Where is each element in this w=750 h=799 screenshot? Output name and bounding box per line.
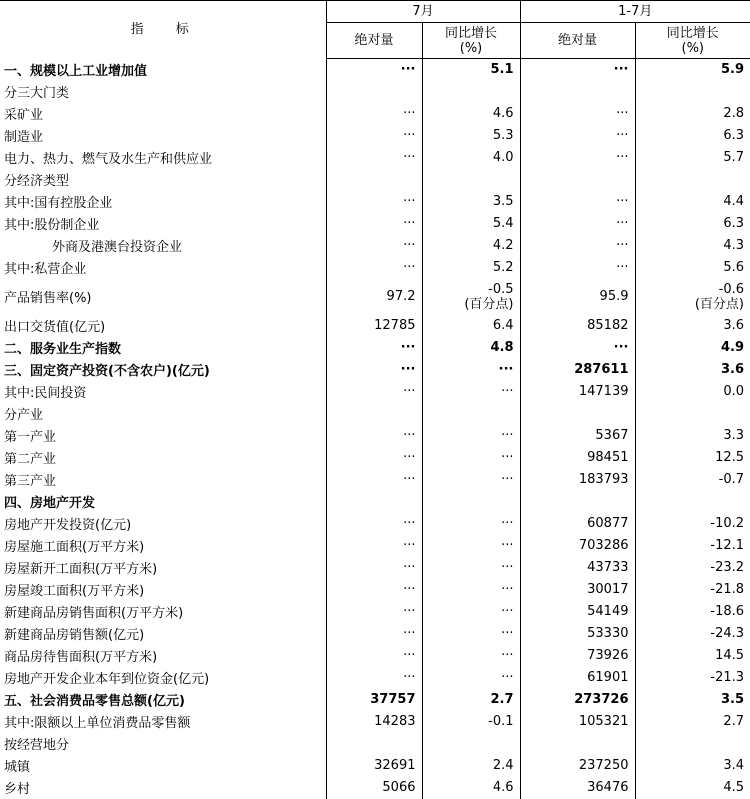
ytd-abs-value: 43733	[520, 557, 635, 579]
ytd-yoy-value: 0.0	[723, 384, 745, 399]
table-row	[0, 535, 750, 557]
ytd-yoy-value	[635, 169, 750, 191]
month-yoy-value: ···	[422, 645, 520, 667]
month-yoy-value: ···	[422, 557, 520, 579]
ytd-yoy-value: 4.3	[723, 238, 745, 253]
month-yoy-value: ···	[422, 469, 520, 491]
table-row	[0, 447, 750, 469]
month-yoy-value: ···	[422, 623, 520, 645]
ytd-yoy-value: 3.6	[723, 318, 745, 333]
table-row	[0, 235, 750, 257]
month-yoy-value	[422, 279, 520, 315]
month-abs-value: 32691	[326, 755, 422, 777]
month-abs-value: 37757	[326, 689, 422, 711]
ytd-yoy-value: 2.7	[723, 714, 745, 729]
month-abs-value: ···	[326, 235, 422, 257]
month-abs-value: ···	[326, 447, 422, 469]
month-yoy-value	[422, 733, 520, 755]
indicator-name: 商品房待售面积(万平方米)	[0, 645, 326, 667]
month-abs-value: ···	[326, 667, 422, 689]
ytd-yoy-value: 4.4	[723, 194, 745, 209]
month-yoy-value: 4.6	[422, 103, 520, 125]
table-row	[0, 59, 750, 81]
indicator-name: 分三大门类	[0, 81, 326, 103]
month-abs-value: ···	[326, 469, 422, 491]
indicator-name: 城镇	[0, 755, 326, 777]
month-abs-value: ···	[326, 579, 422, 601]
indicator-name: 其中:限额以上单位消费品零售额	[0, 711, 326, 733]
indicator-name: 房地产开发企业本年到位资金(亿元)	[0, 667, 326, 689]
ytd-yoy-value: -21.3	[710, 670, 745, 685]
table-row	[0, 557, 750, 579]
indicator-name: 乡村	[0, 777, 326, 799]
indicator-name: 出口交货值(亿元)	[0, 315, 326, 337]
ytd-yoy-value: 2.8	[723, 106, 745, 121]
indicator-name: 第三产业	[0, 469, 326, 491]
ytd-abs-value: 237250	[520, 755, 635, 777]
ytd-yoy-value: 5.9	[720, 62, 745, 78]
table-row	[0, 689, 750, 711]
ytd-abs-value: ···	[520, 59, 635, 81]
month-abs-value: ···	[326, 557, 422, 579]
indicator-name: 第一产业	[0, 425, 326, 447]
indicator-name: 其中:股份制企业	[0, 213, 326, 235]
ytd-yoy-value: 4.5	[723, 780, 745, 795]
ytd-yoy-value	[635, 81, 750, 103]
month-yoy-value-main: -0.5	[488, 281, 514, 297]
ytd-abs-value: 30017	[520, 579, 635, 601]
table-row	[0, 315, 750, 337]
month-yoy-value: ···	[422, 381, 520, 403]
month-yoy-value: -0.1	[422, 711, 520, 733]
indicator-name: 采矿业	[0, 103, 326, 125]
ytd-yoy-value: -24.3	[710, 626, 745, 641]
month-yoy-value: ···	[422, 667, 520, 689]
ytd-yoy-value: 5.7	[723, 150, 745, 165]
table-row	[0, 425, 750, 447]
month-yoy-value: 4.2	[422, 235, 520, 257]
month-yoy-value	[422, 81, 520, 103]
table-row	[0, 257, 750, 279]
ytd-abs-value: 98451	[520, 447, 635, 469]
indicator-name: 三、固定资产投资(不含农户)(亿元)	[0, 359, 326, 381]
ytd-abs-value: 73926	[520, 645, 635, 667]
month-abs-value: ···	[326, 425, 422, 447]
ytd-yoy-value: 3.6	[720, 362, 745, 377]
month-yoy-value: 2.7	[422, 689, 520, 711]
ytd-abs-value: ···	[520, 213, 635, 235]
indicator-name: 五、社会消费品零售总额(亿元)	[0, 689, 326, 711]
month-yoy-value: 2.4	[422, 755, 520, 777]
ytd-abs-header: 绝对量	[520, 23, 635, 59]
table-row	[0, 403, 750, 425]
table-header	[0, 1, 750, 59]
table-row	[0, 147, 750, 169]
ytd-abs-value: 36476	[520, 777, 635, 799]
month-yoy-value: ···	[422, 359, 520, 381]
ytd-yoy-value: 14.5	[715, 648, 745, 663]
month-abs-value: ···	[326, 623, 422, 645]
ytd-abs-value: 147139	[520, 381, 635, 403]
table-row	[0, 337, 750, 359]
month-abs-value: ···	[326, 147, 422, 169]
ytd-abs-value: 61901	[520, 667, 635, 689]
month-yoy-value: 3.5	[422, 191, 520, 213]
month-yoy-value: ···	[422, 601, 520, 623]
ytd-yoy-value: 4.9	[720, 340, 745, 355]
indicator-header: 指 标	[0, 1, 326, 59]
ytd-yoy-value	[635, 403, 750, 425]
ytd-yoy-value: 12.5	[715, 450, 745, 465]
month-yoy-value: 5.3	[422, 125, 520, 147]
ytd-abs-value	[520, 403, 635, 425]
month-yoy-value: ···	[422, 535, 520, 557]
ytd-yoy-value	[635, 733, 750, 755]
ytd-yoy-value: -21.8	[710, 582, 745, 597]
ytd-abs-value: ···	[520, 235, 635, 257]
ytd-abs-value: 105321	[520, 711, 635, 733]
ytd-abs-value: ···	[520, 191, 635, 213]
indicator-name: 房屋新开工面积(万平方米)	[0, 557, 326, 579]
ytd-yoy-value: 3.4	[723, 758, 745, 773]
ytd-abs-value: 273726	[520, 689, 635, 711]
month-abs-value: ···	[326, 103, 422, 125]
month-abs-value: ···	[326, 513, 422, 535]
ytd-group-header: 1-7月	[520, 1, 750, 23]
table-row	[0, 213, 750, 235]
indicator-name: 电力、热力、燃气及水生产和供应业	[0, 147, 326, 169]
table-row	[0, 777, 750, 799]
month-yoy-value: 4.8	[422, 337, 520, 359]
ytd-abs-value	[520, 491, 635, 513]
table-row	[0, 125, 750, 147]
month-abs-value: 12785	[326, 315, 422, 337]
ytd-abs-value: ···	[520, 147, 635, 169]
ytd-yoy-value: 6.3	[723, 216, 745, 231]
indicator-name: 其中:国有控股企业	[0, 191, 326, 213]
table-row	[0, 381, 750, 403]
table-row	[0, 733, 750, 755]
table-row	[0, 103, 750, 125]
ytd-yoy-value: -23.2	[710, 560, 745, 575]
indicator-name: 四、房地产开发	[0, 491, 326, 513]
yoy-label: 同比增长	[666, 25, 719, 41]
month-yoy-value: 4.6	[422, 777, 520, 799]
ytd-yoy-value: -12.1	[710, 538, 745, 553]
indicator-name: 新建商品房销售面积(万平方米)	[0, 601, 326, 623]
month-abs-value	[326, 403, 422, 425]
ytd-yoy-value: -18.6	[710, 604, 745, 619]
ytd-yoy-value-main: -0.6	[718, 281, 745, 297]
table-row	[0, 279, 750, 315]
indicator-name: 制造业	[0, 125, 326, 147]
month-yoy-value	[422, 169, 520, 191]
yoy-label: 同比增长	[444, 25, 497, 41]
month-abs-value	[326, 491, 422, 513]
table-row	[0, 579, 750, 601]
month-abs-value: ···	[326, 645, 422, 667]
ytd-abs-value: 53330	[520, 623, 635, 645]
month-yoy-value-note: (百分点)	[464, 296, 514, 312]
yoy-unit: (%)	[681, 40, 704, 56]
month-abs-value: ···	[326, 601, 422, 623]
yoy-unit: (%)	[459, 40, 483, 56]
ytd-abs-value: 85182	[520, 315, 635, 337]
month-yoy-value: 5.2	[422, 257, 520, 279]
month-group-header: 7月	[326, 1, 520, 23]
month-abs-value	[326, 81, 422, 103]
month-abs-value: ···	[326, 337, 422, 359]
ytd-yoy-value-note: (百分点)	[694, 296, 745, 312]
ytd-yoy-header	[635, 23, 750, 59]
month-yoy-value: ···	[422, 513, 520, 535]
indicator-name: 一、规模以上工业增加值	[0, 59, 326, 81]
table-row	[0, 755, 750, 777]
ytd-abs-value: 183793	[520, 469, 635, 491]
ytd-abs-value	[520, 733, 635, 755]
ytd-abs-value	[520, 169, 635, 191]
month-abs-value: 14283	[326, 711, 422, 733]
month-yoy-value: ···	[422, 579, 520, 601]
month-abs-value: ···	[326, 381, 422, 403]
indicator-name: 新建商品房销售额(亿元)	[0, 623, 326, 645]
ytd-abs-value: 54149	[520, 601, 635, 623]
table-row	[0, 491, 750, 513]
ytd-yoy-value	[635, 491, 750, 513]
table-row	[0, 711, 750, 733]
ytd-abs-value: ···	[520, 257, 635, 279]
ytd-yoy-value	[635, 279, 750, 315]
month-abs-value: ···	[326, 213, 422, 235]
ytd-abs-value: 703286	[520, 535, 635, 557]
month-abs-value: ···	[326, 59, 422, 81]
ytd-abs-value: 95.9	[520, 279, 635, 315]
indicator-name: 第二产业	[0, 447, 326, 469]
ytd-yoy-value: 5.6	[723, 260, 745, 275]
month-yoy-value: 6.4	[422, 315, 520, 337]
ytd-yoy-value: 6.3	[723, 128, 745, 143]
month-yoy-header	[422, 23, 520, 59]
table-row	[0, 513, 750, 535]
indicator-name: 分产业	[0, 403, 326, 425]
ytd-yoy-value: 3.5	[720, 692, 745, 707]
indicator-name: 房屋施工面积(万平方米)	[0, 535, 326, 557]
indicator-name: 房地产开发投资(亿元)	[0, 513, 326, 535]
month-yoy-value: 5.4	[422, 213, 520, 235]
month-abs-value: 5066	[326, 777, 422, 799]
ytd-abs-value: 5367	[520, 425, 635, 447]
month-abs-value	[326, 733, 422, 755]
month-abs-value: ···	[326, 535, 422, 557]
ytd-abs-value	[520, 81, 635, 103]
table-body	[0, 59, 750, 799]
month-yoy-value	[422, 403, 520, 425]
table-row	[0, 359, 750, 381]
ytd-yoy-value: -0.7	[718, 472, 745, 487]
table-row	[0, 623, 750, 645]
table-row	[0, 81, 750, 103]
ytd-abs-value: 287611	[520, 359, 635, 381]
indicator-name: 外商及港澳台投资企业	[0, 235, 326, 257]
ytd-yoy-value: 3.3	[723, 428, 745, 443]
month-abs-value: ···	[326, 125, 422, 147]
ytd-abs-value: ···	[520, 125, 635, 147]
table-row	[0, 645, 750, 667]
month-yoy-value: ···	[422, 447, 520, 469]
indicator-name: 房屋竣工面积(万平方米)	[0, 579, 326, 601]
month-yoy-value: ···	[422, 425, 520, 447]
month-abs-value: 97.2	[326, 279, 422, 315]
month-yoy-value	[422, 491, 520, 513]
ytd-yoy-value: -10.2	[710, 516, 745, 531]
month-abs-value: ···	[326, 359, 422, 381]
month-yoy-value: 4.0	[422, 147, 520, 169]
table-row	[0, 469, 750, 491]
table-row	[0, 191, 750, 213]
table-row	[0, 667, 750, 689]
month-abs-header: 绝对量	[326, 23, 422, 59]
table-row	[0, 169, 750, 191]
table-row	[0, 601, 750, 623]
indicator-name: 二、服务业生产指数	[0, 337, 326, 359]
indicator-name: 分经济类型	[0, 169, 326, 191]
indicator-name: 其中:私营企业	[0, 257, 326, 279]
ytd-abs-value: ···	[520, 337, 635, 359]
ytd-abs-value: 60877	[520, 513, 635, 535]
ytd-abs-value: ···	[520, 103, 635, 125]
month-abs-value: ···	[326, 191, 422, 213]
indicator-name: 产品销售率(%)	[0, 279, 326, 315]
month-yoy-value: 5.1	[422, 59, 520, 81]
indicator-name: 其中:民间投资	[0, 381, 326, 403]
month-abs-value	[326, 169, 422, 191]
month-abs-value: ···	[326, 257, 422, 279]
indicator-name: 按经营地分	[0, 733, 326, 755]
